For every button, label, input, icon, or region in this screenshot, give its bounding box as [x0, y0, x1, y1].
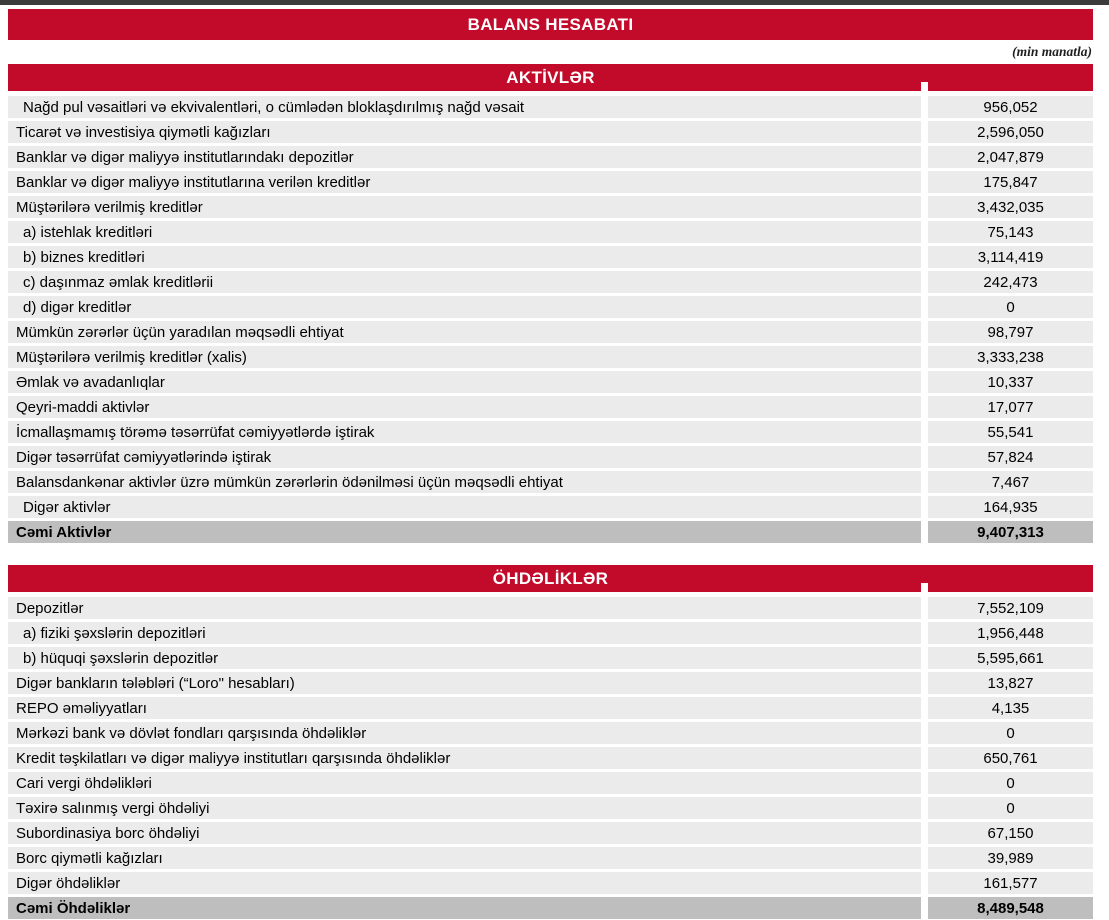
row-value: 650,761: [928, 747, 1093, 769]
column-divider: [921, 897, 928, 919]
row-value: 1,956,448: [928, 622, 1093, 644]
row-value: 242,473: [928, 271, 1093, 293]
table-row: [8, 246, 1093, 268]
column-divider: [921, 396, 928, 418]
row-value: 956,052: [928, 96, 1093, 118]
table-row: [8, 622, 1093, 644]
column-divider: [921, 597, 928, 619]
row-value: 0: [928, 722, 1093, 744]
column-divider: [921, 622, 928, 644]
table-row: [8, 747, 1093, 769]
column-divider: [921, 321, 928, 343]
column-divider: [921, 797, 928, 819]
column-divider: [921, 171, 928, 193]
column-divider: [921, 346, 928, 368]
row-value: 57,824: [928, 446, 1093, 468]
row-label: Nağd pul vəsaitləri və ekvivalentləri, o cümlədən bloklaşdırılmış nağd vəsait: [8, 96, 921, 118]
row-label: a) istehlak kreditləri: [8, 221, 921, 243]
table-row: [8, 697, 1093, 719]
row-label: Cəmi Öhdəliklər: [8, 897, 921, 919]
column-divider: [921, 747, 928, 769]
table-row: [8, 496, 1093, 518]
column-divider: [921, 96, 928, 118]
row-label: REPO əməliyyatları: [8, 697, 921, 719]
column-divider: [921, 697, 928, 719]
column-divider: [921, 121, 928, 143]
column-divider: [921, 371, 928, 393]
table-row: [8, 822, 1093, 844]
row-label: Depozitlər: [8, 597, 921, 619]
column-divider: [921, 221, 928, 243]
column-divider: [921, 246, 928, 268]
row-label: Cari vergi öhdəlikləri: [8, 772, 921, 794]
table-row: [8, 672, 1093, 694]
assets-section-title: AKTİVLƏR: [506, 67, 595, 87]
column-divider: [921, 722, 928, 744]
table-row: [8, 221, 1093, 243]
assets-section: [8, 64, 1093, 543]
column-divider: [921, 196, 928, 218]
assets-section-header: [8, 64, 1093, 91]
column-divider: [921, 647, 928, 669]
row-value: 7,467: [928, 471, 1093, 493]
table-row: [8, 296, 1093, 318]
row-value: 10,337: [928, 371, 1093, 393]
row-value: 8,489,548: [928, 897, 1093, 919]
row-value: 4,135: [928, 697, 1093, 719]
table-row: [8, 396, 1093, 418]
row-value: 2,596,050: [928, 121, 1093, 143]
row-label: Cəmi Aktivlər: [8, 521, 921, 543]
row-label: Mərkəzi bank və dövlət fondları qarşısında öhdəliklər: [8, 722, 921, 744]
column-divider: [921, 146, 928, 168]
row-value: 164,935: [928, 496, 1093, 518]
row-label: Digər bankların tələbləri (“Loro" hesabları): [8, 672, 921, 694]
column-divider: [921, 847, 928, 869]
row-value: 3,114,419: [928, 246, 1093, 268]
row-label: Balansdankənar aktivlər üzrə mümkün zərərlərin ödənilməsi üçün məqsədli ehtiyat: [8, 471, 921, 493]
table-row: [8, 196, 1093, 218]
report-title-banner: [8, 9, 1093, 40]
row-label: a) fiziki şəxslərin depozitləri: [8, 622, 921, 644]
table-row: [8, 872, 1093, 894]
table-row: [8, 346, 1093, 368]
table-row: [8, 321, 1093, 343]
table-row: [8, 96, 1093, 118]
table-row: [8, 597, 1093, 619]
table-row: [8, 897, 1093, 919]
liabilities-section: [8, 565, 1093, 919]
table-row: [8, 521, 1093, 543]
row-label: b) hüquqi şəxslərin depozitlər: [8, 647, 921, 669]
row-label: Kredit təşkilatları və digər maliyyə institutları qarşısında öhdəliklər: [8, 747, 921, 769]
row-value: 55,541: [928, 421, 1093, 443]
row-label: Müştərilərə verilmiş kreditlər (xalis): [8, 346, 921, 368]
row-value: 0: [928, 797, 1093, 819]
row-value: 175,847: [928, 171, 1093, 193]
row-label: d) digər kreditlər: [8, 296, 921, 318]
table-row: [8, 647, 1093, 669]
column-divider: [921, 496, 928, 518]
row-value: 0: [928, 296, 1093, 318]
row-label: Qeyri-maddi aktivlər: [8, 396, 921, 418]
table-row: [8, 847, 1093, 869]
balance-report: [8, 9, 1093, 920]
liabilities-section-title: ÖHDƏLİKLƏR: [492, 568, 609, 588]
table-row: [8, 171, 1093, 193]
column-divider: [921, 446, 928, 468]
table-row: [8, 371, 1093, 393]
row-label: Mümkün zərərlər üçün yaradılan məqsədli ehtiyat: [8, 321, 921, 343]
column-divider: [921, 772, 928, 794]
row-label: c) daşınmaz əmlak kreditlərii: [8, 271, 921, 293]
row-value: 13,827: [928, 672, 1093, 694]
row-value: 67,150: [928, 822, 1093, 844]
table-row: [8, 471, 1093, 493]
row-label: Banklar və digər maliyyə institutlarındakı depozitlər: [8, 146, 921, 168]
section-rows: [8, 96, 1093, 543]
column-divider: [921, 872, 928, 894]
table-row: [8, 146, 1093, 168]
table-row: [8, 121, 1093, 143]
column-divider: [921, 421, 928, 443]
row-label: Subordinasiya borc öhdəliyi: [8, 822, 921, 844]
table-row: [8, 271, 1093, 293]
row-label: Ticarət və investisiya qiymətli kağızları: [8, 121, 921, 143]
row-label: Banklar və digər maliyyə institutlarına verilən kreditlər: [8, 171, 921, 193]
table-row: [8, 722, 1093, 744]
row-label: Digər öhdəliklər: [8, 872, 921, 894]
window-top-edge: [0, 0, 1109, 5]
column-divider: [921, 672, 928, 694]
row-label: Təxirə salınmış vergi öhdəliyi: [8, 797, 921, 819]
table-row: [8, 797, 1093, 819]
row-label: Digər aktivlər: [8, 496, 921, 518]
row-value: 5,595,661: [928, 647, 1093, 669]
row-value: 7,552,109: [928, 597, 1093, 619]
row-label: b) biznes kreditləri: [8, 246, 921, 268]
row-value: 2,047,879: [928, 146, 1093, 168]
row-value: 3,432,035: [928, 196, 1093, 218]
row-value: 9,407,313: [928, 521, 1093, 543]
row-value: 161,577: [928, 872, 1093, 894]
section-rows: [8, 597, 1093, 919]
table-row: [8, 421, 1093, 443]
row-value: 98,797: [928, 321, 1093, 343]
row-label: Borc qiymətli kağızları: [8, 847, 921, 869]
row-value: 3,333,238: [928, 346, 1093, 368]
row-value: 39,989: [928, 847, 1093, 869]
table-row: [8, 772, 1093, 794]
column-divider: [921, 471, 928, 493]
column-divider: [921, 296, 928, 318]
unit-note: (min manatla): [1012, 44, 1092, 59]
row-label: İcmallaşmamış törəmə təsərrüfat cəmiyyətlərdə iştirak: [8, 421, 921, 443]
column-divider: [921, 271, 928, 293]
row-label: Digər təsərrüfat cəmiyyətlərində iştirak: [8, 446, 921, 468]
row-value: 75,143: [928, 221, 1093, 243]
column-divider: [921, 822, 928, 844]
row-value: 0: [928, 772, 1093, 794]
row-label: Müştərilərə verilmiş kreditlər: [8, 196, 921, 218]
report-title: BALANS HESABATI: [467, 14, 634, 34]
table-row: [8, 446, 1093, 468]
row-value: 17,077: [928, 396, 1093, 418]
column-divider: [921, 521, 928, 543]
row-label: Əmlak və avadanlıqlar: [8, 371, 921, 393]
liabilities-section-header: [8, 565, 1093, 592]
